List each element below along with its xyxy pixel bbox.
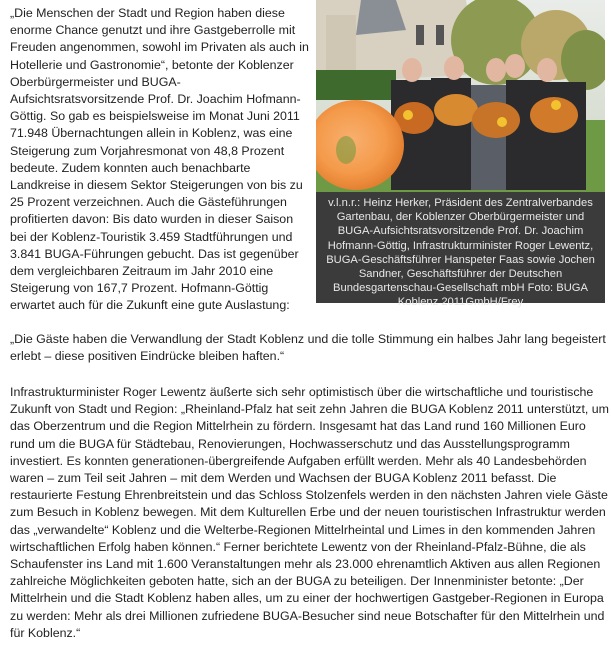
article-quote-1: „Die Gäste haben die Verwandlung der Stadt Koblenz und die tolle Stimmung ein halbes Jahr lang begeistert erlebt – diese positiven Eindrücke bleiben haften.“ (10, 332, 606, 364)
article-paragraph-1: „Die Menschen der Stadt und Region haben diese enorme Chance genutzt und ihre Gastgeberrolle mit Freuden angenommen, sowohl im Privaten als auch in Hotellerie und Gastronomie“, betonte der Koblenzer Oberbürgermeister und BUGA-Aufsichtsratsvorsitzende Prof. Dr. Joachim Hofmann-Göttig. So gab es beispielsweise im Monat Juni 2011 71.948 Übernachtungen allein in Koblenz, was eine Steigerung zum Vorjahresmonat von 48,8 Prozent bedeute. Zudem konnten auch benachbarte Landkreise in diesem Sektor Steigerungen von bis zu 25 Prozent verzeichnen. Auch die Gästeführungen profitierten davon: Bis dato wurden in dieser Saison bei der Koblenz-Touristik 3.459 Stadtführungen und 3.841 BUGA-Führungen gebucht. Das ist gegenüber dem vergleichbaren Zeitraum im Jahr 2010 eine Steigerung von 167,7 Prozent. Hofmann-Göttig erwartet auch für die Zukunft eine gute Auslastung: (10, 6, 309, 313)
photo-five-men-with-flower-bouquets-icon (316, 0, 605, 192)
article-figure (316, 0, 605, 309)
article-paragraph-2: Infrastrukturminister Roger Lewentz äußerte sich sehr optimistisch über die wirtschaftliche und touristische Zukunft von Stadt und Region: „Rheinland-Pfalz hat seit zehn Jahren die BUGA Koblenz 2011 unterstützt, um das Oberzentrum und die Region Mittelrhein zu fördern. Insgesamt hat das Land rund 160 Millionen Euro rund um die BUGA für Städtebau, Renovierungen, Hochwasserschutz und das Ausstellungsprogramm investiert. Es konnten generationen-übergreifende Aufgaben erfüllt werden. Mehr als 40 Landesbehörden waren – zum Teil seit Jahren – mit dem Werden und Wachsen der BUGA Koblenz 2011 befasst. Die restaurierte Festung Ehrenbreitstein und das Schloss Stolzenfels werden in den nächsten Jahren viele Gäste zum Besuch in Koblenz bewegen. Mit dem Kulturellen Erbe und der neuen touristischen Infrastruktur werden das „verwandelte“ Koblenz und die Welterbe-Regionen Mittelrheintal und Limes in den kommenden Jahren wirtschaftlichen Erfolg haben können.“ Ferner berichtete Lewentz von der Rheinland-Pfalz-Bühne, die als Schaufenster ins Land mit 1.600 Veranstaltungen mehr als 23.000 ehrenamtlich Aktiven aus allen Regionen zahlreiche Möglichkeiten geboten hatte, sich an der BUGA zu beteiligen. Der Innenminister betonte: „Der Mittelrhein und die Stadt Koblenz haben alles, um zu einer der hochwertigen Gastgeber-Regionen in Europa zu werden: Mehr als drei Millionen zufriedene BUGA-Besucher sind neue Botschafter für den Mittelrhein und für Koblenz.“ (10, 385, 610, 640)
photo-caption: v.l.n.r.: Heinz Herker, Präsident des Zentralverbandes Gartenbau, der Koblenzer Oberbürgermeister und BUGA-Aufsichtsratsvorsitzende Prof. Dr. Joachim Hofmann-Göttig, Infrastrukturminister Roger Lewentz, BUGA-Geschäftsführer Hanspeter Faas sowie Jochen Sandner, Geschäftsführer der Deutschen Bundesgartenschau-Gesellschaft mbH Foto: BUGA Koblenz 2011GmbH/Frey (316, 192, 605, 303)
photo-image (316, 0, 605, 192)
